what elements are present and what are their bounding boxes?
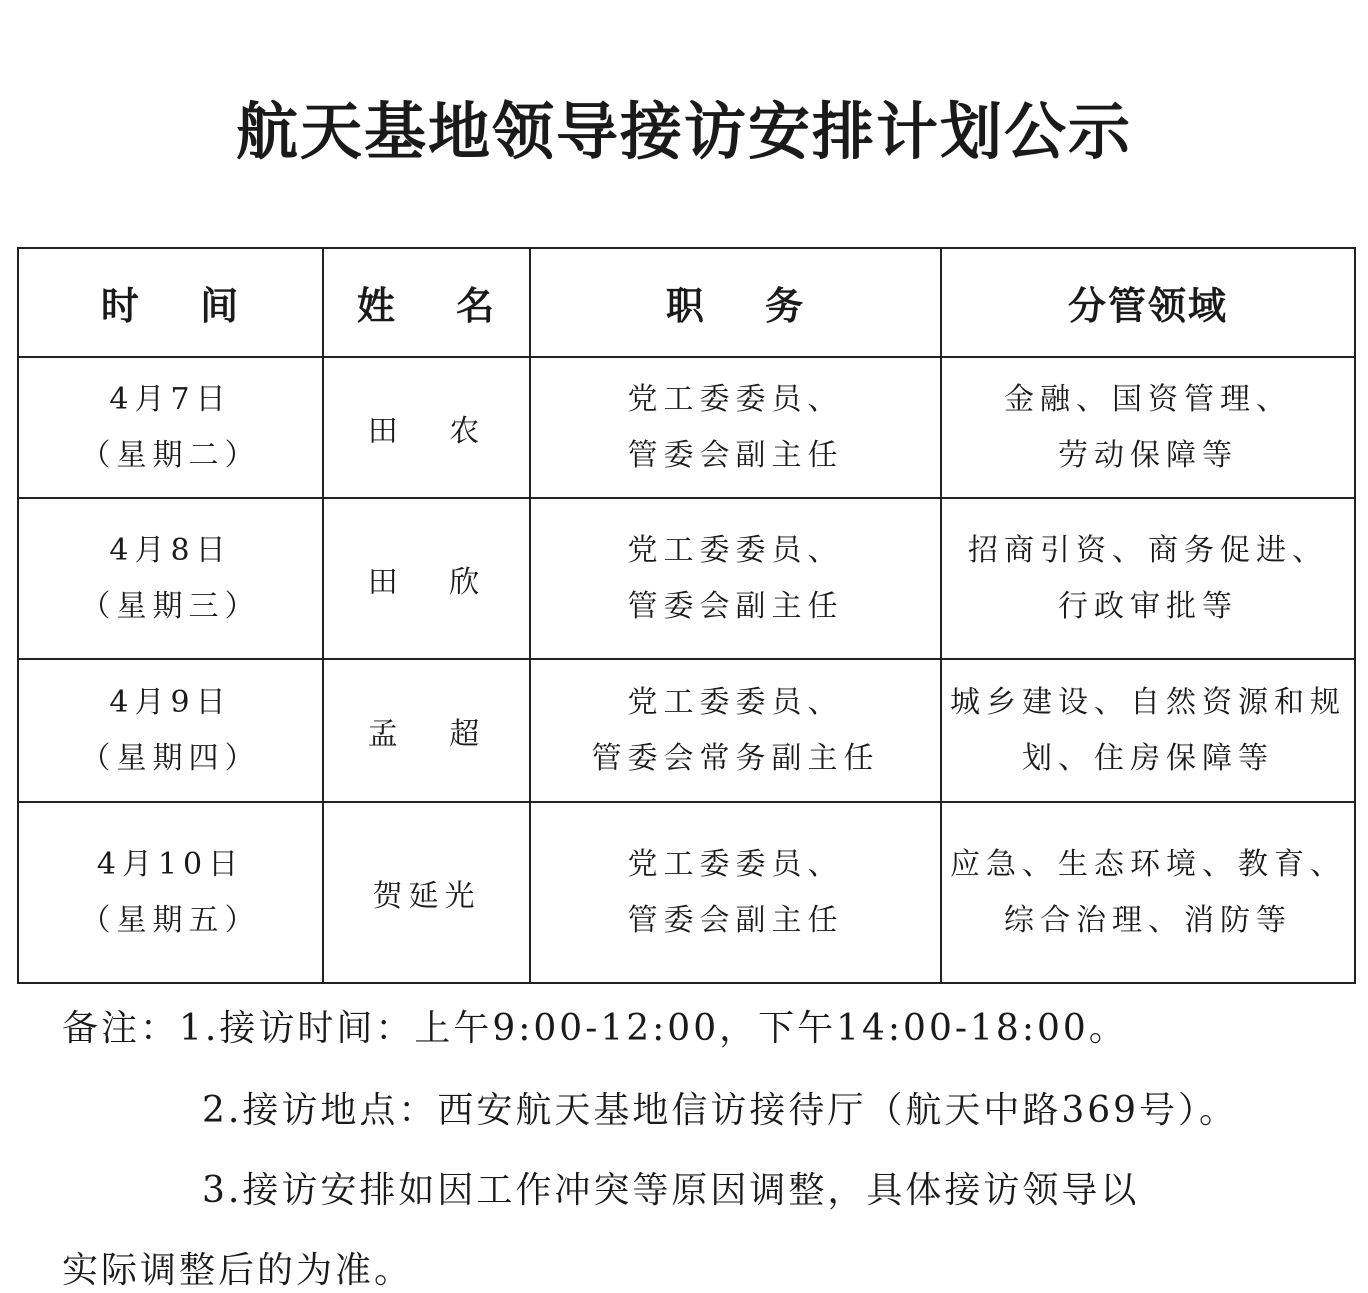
position-line: 管委会常务副主任: [591, 740, 880, 776]
leader-name: 田 欣: [367, 564, 486, 600]
area-line: 行政审批等: [1058, 588, 1238, 624]
date-text: 4月8日: [109, 532, 232, 568]
area-cell: [941, 659, 1355, 802]
position-line: 党工委委员、: [627, 684, 844, 720]
weekday-text: （星期三）: [80, 588, 261, 624]
position-line: 管委会副主任: [627, 588, 844, 624]
date-cell: [18, 659, 323, 802]
name-cell: [323, 659, 530, 802]
page-title: 航天基地领导接访安排计划公示: [235, 95, 1132, 168]
date-text: 4月10日: [96, 846, 245, 882]
area-line: 金融、国资管理、: [1004, 381, 1292, 417]
area-cell: [941, 357, 1355, 498]
table-header-row: [18, 248, 1355, 357]
area-line: 招商引资、商务促进、: [968, 532, 1328, 568]
table-row: [18, 802, 1355, 983]
position-line: 管委会副主任: [627, 437, 844, 473]
note-adjustment: 3.接访安排如因工作冲突等原因调整，具体接访领导以: [202, 1170, 1140, 1211]
area-line: 综合治理、消防等: [1004, 902, 1292, 938]
header-position: 职 务: [530, 248, 941, 357]
position-cell: [530, 802, 941, 983]
weekday-text: （星期五）: [80, 902, 261, 938]
table-row: [18, 357, 1355, 498]
area-line: 应急、生态环境、教育、: [950, 846, 1346, 882]
header-time: 时 间: [18, 248, 323, 357]
note-location: 2.接访地点：西安航天基地信访接待厅（航天中路369号）。: [202, 1090, 1239, 1131]
weekday-text: （星期二）: [80, 437, 261, 473]
name-cell: [323, 357, 530, 498]
table-row: [18, 659, 1355, 802]
position-line: 管委会副主任: [627, 902, 844, 938]
area-cell: [941, 802, 1355, 983]
area-line: 划、住房保障等: [1022, 740, 1274, 776]
date-text: 4月9日: [109, 684, 232, 720]
table-row: [18, 498, 1355, 659]
weekday-text: （星期四）: [80, 740, 261, 776]
position-cell: [530, 357, 941, 498]
schedule-table: [17, 247, 1356, 984]
leader-name: 贺延光: [372, 878, 481, 914]
header-area: 分管领域: [941, 248, 1355, 357]
position-line: 党工委委员、: [627, 846, 844, 882]
position-line: 党工委委员、: [627, 381, 844, 417]
position-line: 党工委委员、: [627, 532, 844, 568]
area-cell: [941, 498, 1355, 659]
position-cell: [530, 659, 941, 802]
date-cell: [18, 357, 323, 498]
date-cell: [18, 802, 323, 983]
position-cell: [530, 498, 941, 659]
note-adjustment-cont: 实际调整后的为准。: [62, 1250, 414, 1291]
leader-name: 孟 超: [367, 716, 486, 752]
date-cell: [18, 498, 323, 659]
name-cell: [323, 498, 530, 659]
area-line: 劳动保障等: [1058, 437, 1238, 473]
leader-name: 田 农: [367, 413, 486, 449]
header-name: 姓 名: [323, 248, 530, 357]
note-time: 备注：1.接访时间：上午9:00-12:00，下午14:00-18:00。: [62, 1008, 1128, 1049]
date-text: 4月7日: [109, 381, 232, 417]
name-cell: [323, 802, 530, 983]
area-line: 城乡建设、自然资源和规: [950, 684, 1346, 720]
